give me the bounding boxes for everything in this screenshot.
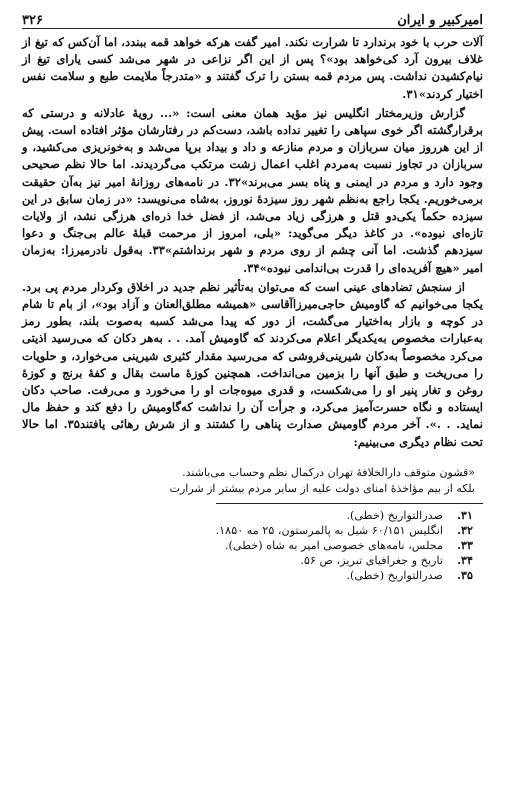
footnote-text: انگلیس ۶۰/۱۵۱ شیل به پالمرستون، ۲۵ مه ۱۸۵۰. xyxy=(215,523,443,537)
paragraph: آلات حرب با خود برندارد تا شرارت نکند. امیر گفت هرکه خواهد قمه ببندد، اما آن‌کس که تیغ از غلاف بیرون آرد کی‌خواهد بود»؟ پس از این اگر نزاعی در شهر می‌شد کسی یارای تیغ از نیام‌کشیدن نداشت. پس مردم قمه بستن را ترک گفتند و «متدرجاً ملایمت طبع و سلامت نفس اختیار کردند»۳۱. xyxy=(22,35,483,101)
footnote-number: ۳۴. xyxy=(457,552,473,567)
footnote-number: ۳۵. xyxy=(457,567,473,582)
quote-line: «قشون متوقف دارالخلافهٔ تهران درکمال نظم وحساب می‌باشند. xyxy=(182,465,475,479)
page-number: ۳۲۶ xyxy=(22,13,43,28)
footnote xyxy=(22,508,473,523)
footnote xyxy=(22,553,473,568)
footnote-text: صدرالتواریخ (خطی). xyxy=(346,508,443,522)
body-text xyxy=(22,34,483,451)
paragraph: از سنجش تضادهای عینی است که می‌توان به‌تأثیر نظم جدید در اخلاق وکردار مردم پی برد. یکجا می‌خوانیم که گاومیش حاجی‌میرزاآقاسی «همیشه مطلق‌العنان و آزاد بود»، از بام تا شام در کوچه و بازار به‌اختیار می‌گشت، از دور که پیدا می‌شد کسبه به‌صوت بلند، بطور رمز به‌عبارات مخصوص به‌یکدیگر اعلام می‌کردند که گاومیش آمد. . . به‌هر دکان که می‌رسید اذیتی می‌کرد مخصوصاً به‌دکان شیرینی‌فروشی که می‌رسید مقدار کثیری شیرینی می‌خوارد، و حلویات را می‌ریخت و طبق آنها را بزمین می‌انداخت. همچنین کوزهٔ ماست بقال و کفهٔ برنج و کوزهٔ روغن و تغار پنیر او را می‌شکست، و قدری میوه‌جات او را می‌خورد و می‌رفت. صاحب دکان ایستاده و نگاه حسرت‌آمیز می‌کرد، و جرأت آن را نداشت که‌گاومیش را دفع کند و حفظ مال نماید. . .». آخر مردم گاومیش صدارت پناهی را کشتند و از شرش رهائی یافتند۳۵. اما حالا تحت نظام دیگری می‌بینیم: xyxy=(22,279,483,449)
paragraph: گزارش وزیرمختار انگلیس نیز مؤید همان معنی است: «... رویهٔ عادلانه و درستی که برقرارگشته اگر خوی سپاهی را تغییر نداده باشد، دست‌کم در رفتارشان مؤثر افتاده است. پیش از این هرروز میان سربازان و مردم منازعه و داد و بیداد برپا می‌شد و به‌خونریزی می‌کشید، و سربازان در تجاوز نسبت به‌مردم اغلب اعمال زشت مرتکب می‌گردیدند. اما حالا نظم صحیحی وجود دارد و مردم در ایمنی و پناه بسر می‌برند»۳۲. در نامه‌های روزانهٔ امیر نیز به‌آن حقیقت برمی‌خوریم. یکجا راجع به‌نظم شهر روز سیزدهٔ نوروز، به‌شاه می‌نویسد: «در زمان سابق در این سیزده حکماً یکی‌دو قتل و هرزگی زیاد می‌شد، از فضل خدا ذره‌ای هرزگی نشد، از ولایات تازه‌ای نبوده». در کاغذ دیگر می‌گوید: «بلی، امروز از مرحمت قبلهٔ عالم بی‌جنگ و دعوا سیزدهم گذشت. اما آنی چشم از روی مردم و شهر برنداشتم»۳۳. به‌قول نادرمیرزا: به‌زمان امیر «هیچ آفریده‌ای را قدرت بی‌اندامی نبوده»۳۴. xyxy=(22,105,484,275)
footnote xyxy=(22,538,473,553)
running-title: امیرکبیر و ایران xyxy=(397,13,483,28)
footnote-divider xyxy=(216,503,483,504)
footnote xyxy=(22,523,473,538)
footnote-text: مجلس، نامه‌های خصوصی امیر به شاه (خطی). xyxy=(224,538,443,552)
footnote-number: ۳۳. xyxy=(457,537,473,552)
footnotes xyxy=(22,508,483,583)
footnote xyxy=(22,568,473,583)
page-header xyxy=(22,6,483,29)
block-quote xyxy=(22,465,475,497)
footnote-text: تاریخ و جغرافیای تبریز، ص ۵۶. xyxy=(300,553,443,567)
footnote-number: ۳۱. xyxy=(457,507,473,522)
footnote-number: ۳۲. xyxy=(457,522,473,537)
quote-line: بلکه از بیم مؤاخذهٔ امنای دولت علیه از سایر مردم بیشتر از شرارت xyxy=(169,481,475,495)
footnote-text: صدرالتواریخ (خطی). xyxy=(346,568,443,582)
